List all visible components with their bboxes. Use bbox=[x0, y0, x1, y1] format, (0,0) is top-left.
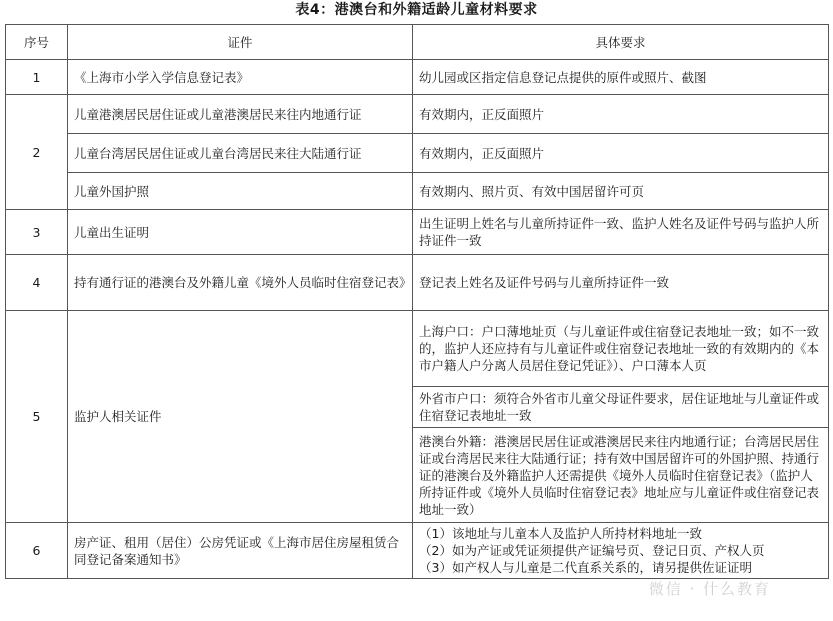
table-row bbox=[6, 210, 829, 255]
row-number: 1 bbox=[6, 60, 68, 95]
requirements-table bbox=[5, 24, 829, 579]
row-requirement: 有效期内，正反面照片 bbox=[413, 134, 829, 173]
row-number: 5 bbox=[6, 311, 68, 523]
row-certificate: 监护人相关证件 bbox=[68, 311, 413, 523]
table-row bbox=[6, 523, 829, 579]
table-header-row bbox=[6, 25, 829, 60]
row-certificate: 儿童外国护照 bbox=[68, 173, 413, 210]
row-certificate: 持有通行证的港澳台及外籍儿童《境外人员临时住宿登记表》 bbox=[68, 255, 413, 311]
row-requirement: 有效期内，正反面照片 bbox=[413, 95, 829, 134]
row-certificate: 儿童出生证明 bbox=[68, 210, 413, 255]
row-requirement: 港澳台外籍：港澳居民居住证或港澳居民来往内地通行证；台湾居民居住证或台湾居民来往大陆通行证；持有效中国居留许可的外国护照、持通行证的港澳台及外籍监护人还需提供《境外人员临时住宿登记表》（监护人所持证件或《境外人员临时住宿登记表》地址应与儿童证件或住宿登记表地址一致） bbox=[413, 428, 829, 523]
row-requirement: 有效期内、照片页、有效中国居留许可页 bbox=[413, 173, 829, 210]
row-requirement: 登记表上姓名及证件号码与儿童所持证件一致 bbox=[413, 255, 829, 311]
row-requirement bbox=[413, 523, 829, 579]
table-row bbox=[6, 95, 829, 134]
row-certificate: 《上海市小学入学信息登记表》 bbox=[68, 60, 413, 95]
requirement-line-2: （2）如为产证或凭证须提供产证编号页、登记日页、产权人页 bbox=[419, 543, 765, 558]
row-number: 3 bbox=[6, 210, 68, 255]
row-number: 4 bbox=[6, 255, 68, 311]
header-req: 具体要求 bbox=[413, 25, 829, 60]
requirement-line-1: （1）该地址与儿童本人及监护人所持材料地址一致 bbox=[419, 526, 702, 541]
row-requirement: 外省市户口：须符合外省市儿童父母证件要求，居住证地址与儿童证件或住宿登记表地址一致 bbox=[413, 387, 829, 428]
row-requirement: 幼儿园或区指定信息登记点提供的原件或照片、截图 bbox=[413, 60, 829, 95]
row-requirement: 上海户口：户口薄地址页（与儿童证件或住宿登记表地址一致；如不一致的，监护人还应持有与儿童证件或住宿登记表地址一致的有效期内的《本市户籍人户分离人员居住登记凭证》）、户口薄本人页 bbox=[413, 311, 829, 387]
table-row bbox=[6, 134, 829, 173]
watermark: 微信 · 什么教育 bbox=[648, 580, 771, 598]
header-num: 序号 bbox=[6, 25, 68, 60]
table-row bbox=[6, 60, 829, 95]
row-number: 2 bbox=[6, 95, 68, 210]
page-title: 表4：港澳台和外籍适龄儿童材料要求 bbox=[295, 2, 538, 18]
row-certificate: 房产证、租用（居住）公房凭证或《上海市居住房屋租赁合同登记备案通知书》 bbox=[68, 523, 413, 579]
row-number: 6 bbox=[6, 523, 68, 579]
table-row bbox=[6, 173, 829, 210]
requirement-line-3: （3）如产权人与儿童是二代直系关系的，请另提供佐证证明 bbox=[419, 560, 752, 575]
row-requirement: 出生证明上姓名与儿童所持证件一致、监护人姓名及证件号码与监护人所持证件一致 bbox=[413, 210, 829, 255]
row-certificate: 儿童台湾居民居住证或儿童台湾居民来往大陆通行证 bbox=[68, 134, 413, 173]
header-cert: 证件 bbox=[68, 25, 413, 60]
table-row bbox=[6, 311, 829, 387]
row-certificate: 儿童港澳居民居住证或儿童港澳居民来往内地通行证 bbox=[68, 95, 413, 134]
table-row bbox=[6, 255, 829, 311]
